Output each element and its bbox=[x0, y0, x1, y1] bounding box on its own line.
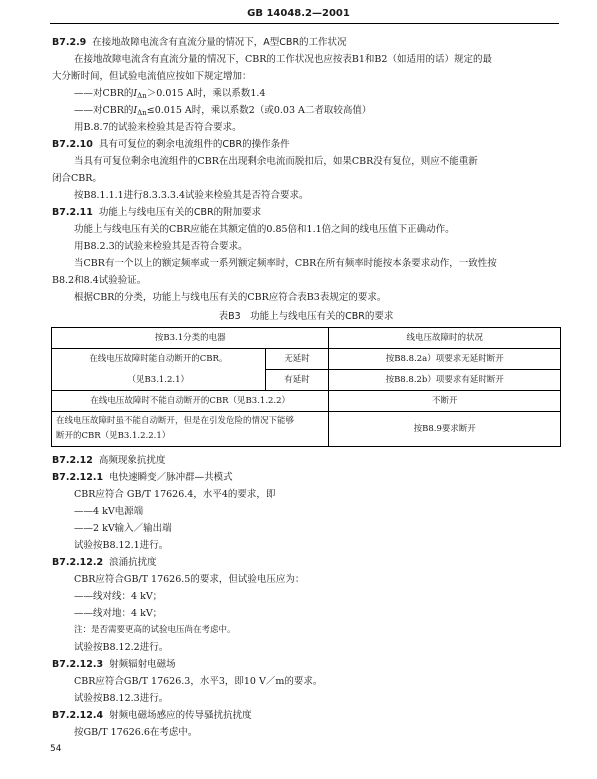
section-title: 电快速瞬变／脉冲群—共模式 bbox=[109, 472, 233, 483]
table-header-cell: 线电压故障时的状况 bbox=[329, 328, 561, 349]
dash-item: ——线对线：4 kV； bbox=[74, 591, 163, 602]
section-number: B7.2.12 bbox=[52, 455, 93, 466]
page-number: 54 bbox=[50, 744, 62, 754]
paragraph: 在接地故障电流含有直流分量的情况下，CBR的工作状况也应按表B1和B2（如适用的话）规定的最 bbox=[74, 54, 492, 65]
paragraph: 用B8.2.3的试验来检验其是否符合要求。 bbox=[74, 241, 248, 252]
table-row bbox=[52, 349, 561, 370]
paragraph: 根据CBR的分类，功能上与线电压有关的CBR应符合表B3表规定的要求。 bbox=[74, 292, 387, 303]
table-header-cell: 按B3.1分类的电器 bbox=[52, 328, 329, 349]
table-cell: 按B8.8.2a）项要求无延时断开 bbox=[329, 349, 561, 370]
note: 注：是否需要更高的试验电压尚在考虑中。 bbox=[74, 625, 236, 635]
table-cell: 按B8.8.2b）项要求有延时断开 bbox=[329, 370, 561, 391]
section-number: B7.2.12.4 bbox=[52, 710, 104, 721]
paragraph: 试验按B8.12.3进行。 bbox=[74, 693, 169, 704]
section-title: 功能上与线电压有关的CBR的附加要求 bbox=[98, 207, 262, 218]
section-heading-b7-2-12-4 bbox=[52, 708, 560, 725]
section-heading-b7-2-9 bbox=[52, 35, 560, 52]
table-cell: 在线电压故障时能自动断开的CBR。 （见B3.1.2.1） bbox=[52, 349, 266, 391]
section-heading-b7-2-12-2 bbox=[52, 555, 560, 572]
paragraph: 当具有可复位剩余电流组件的CBR在出现剩余电流而脱扣后，如果CBR没有复位，则应不能重新 bbox=[74, 156, 478, 167]
section-number: B7.2.10 bbox=[52, 139, 93, 150]
paragraph: 试验按B8.12.2进行。 bbox=[74, 642, 169, 653]
section-title: 高频现象抗扰度 bbox=[98, 455, 166, 466]
section-heading-b7-2-11 bbox=[52, 205, 560, 222]
paragraph: 按B8.1.1.1进行8.3.3.3.4试验来检验其是否符合要求。 bbox=[74, 190, 309, 201]
section-number: B7.2.12.2 bbox=[52, 557, 104, 568]
table-row bbox=[52, 412, 561, 447]
section-number: B7.2.11 bbox=[52, 207, 93, 218]
paragraph-continuation: 闭合CBR。 bbox=[52, 173, 102, 184]
paragraph-continuation: B8.2和8.4试验验证。 bbox=[52, 275, 147, 286]
paragraph: 用B.8.7的试验来检验其是否符合要求。 bbox=[74, 122, 242, 133]
section-title: 具有可复位的剩余电流组件的CBR的操作条件 bbox=[98, 139, 290, 150]
page-header: GB 14048.2—2001 bbox=[247, 8, 350, 19]
paragraph-continuation: 大分断时间，但试验电流值应按如下规定增加： bbox=[52, 71, 252, 82]
requirements-table bbox=[51, 327, 561, 447]
dash-item: ——4 kV电源端 bbox=[74, 506, 144, 517]
section-heading-b7-2-12 bbox=[52, 453, 560, 470]
section-title: 浪涌抗扰度 bbox=[109, 557, 157, 568]
section-number: B7.2.12.3 bbox=[52, 659, 104, 670]
table-cell: 无延时 bbox=[265, 349, 329, 370]
paragraph: CBR应符合 GB/T 17626.4，水平4的要求，即 bbox=[74, 489, 276, 500]
table-cell: 在线电压故障时不能自动断开的CBR（见B3.1.2.2） bbox=[52, 391, 329, 412]
table-row bbox=[52, 391, 561, 412]
table-cell: 在线电压故障时虽不能自动断开，但是在引发危险的情况下能够 断开的CBR（见B3.1.2.2.1） bbox=[52, 412, 329, 447]
paragraph: 当CBR有一个以上的额定频率或一系列额定频率时，CBR在所有频率时能按本条要求动作，一致性按 bbox=[74, 258, 497, 269]
dash-item: ——对CBR的$I_{\Delta n}\le 0.015$ A时，乘以系数2（或0.03 A二者取较高值） bbox=[74, 105, 372, 117]
section-title: 在接地故障电流含有直流分量的情况下，A型CBR的工作状况 bbox=[92, 37, 347, 48]
section-title: 射频辐射电磁场 bbox=[109, 659, 176, 670]
table-cell: 按B8.9要求断开 bbox=[329, 412, 561, 447]
dash-item: ——2 kV输入／输出端 bbox=[74, 523, 172, 534]
dash-item: ——对CBR的$I_{\Delta n}>0.015$ A时，乘以系数1.4 bbox=[74, 88, 266, 100]
table-cell: 有延时 bbox=[265, 370, 329, 391]
table-cell: 不断开 bbox=[329, 391, 561, 412]
paragraph: CBR应符合GB/T 17626.5的要求，但试验电压应为： bbox=[74, 574, 305, 585]
paragraph: 试验按B8.12.1进行。 bbox=[74, 540, 169, 551]
section-number: B7.2.9 bbox=[52, 37, 87, 48]
paragraph: CBR应符合GB/T 17626.3，水平3，即10 V／m的要求。 bbox=[74, 676, 323, 687]
section-heading-b7-2-10 bbox=[52, 137, 560, 154]
paragraph: 按GB/T 17626.6在考虑中。 bbox=[74, 727, 198, 738]
paragraph: 功能上与线电压有关的CBR应能在其额定值的0.85倍和1.1倍之间的线电压值下正确动作。 bbox=[74, 224, 455, 235]
section-heading-b7-2-12-1 bbox=[52, 470, 560, 487]
table-header-row bbox=[52, 328, 561, 349]
document-body bbox=[52, 35, 560, 742]
section-number: B7.2.12.1 bbox=[52, 472, 104, 483]
dash-item: ——线对地：4 kV； bbox=[74, 608, 163, 619]
header-rule bbox=[50, 23, 559, 24]
table-caption: 表B3 功能上与线电压有关的CBR的要求 bbox=[218, 311, 394, 322]
section-heading-b7-2-12-3 bbox=[52, 657, 560, 674]
section-title: 射频电磁场感应的传导骚扰抗扰度 bbox=[109, 710, 252, 721]
